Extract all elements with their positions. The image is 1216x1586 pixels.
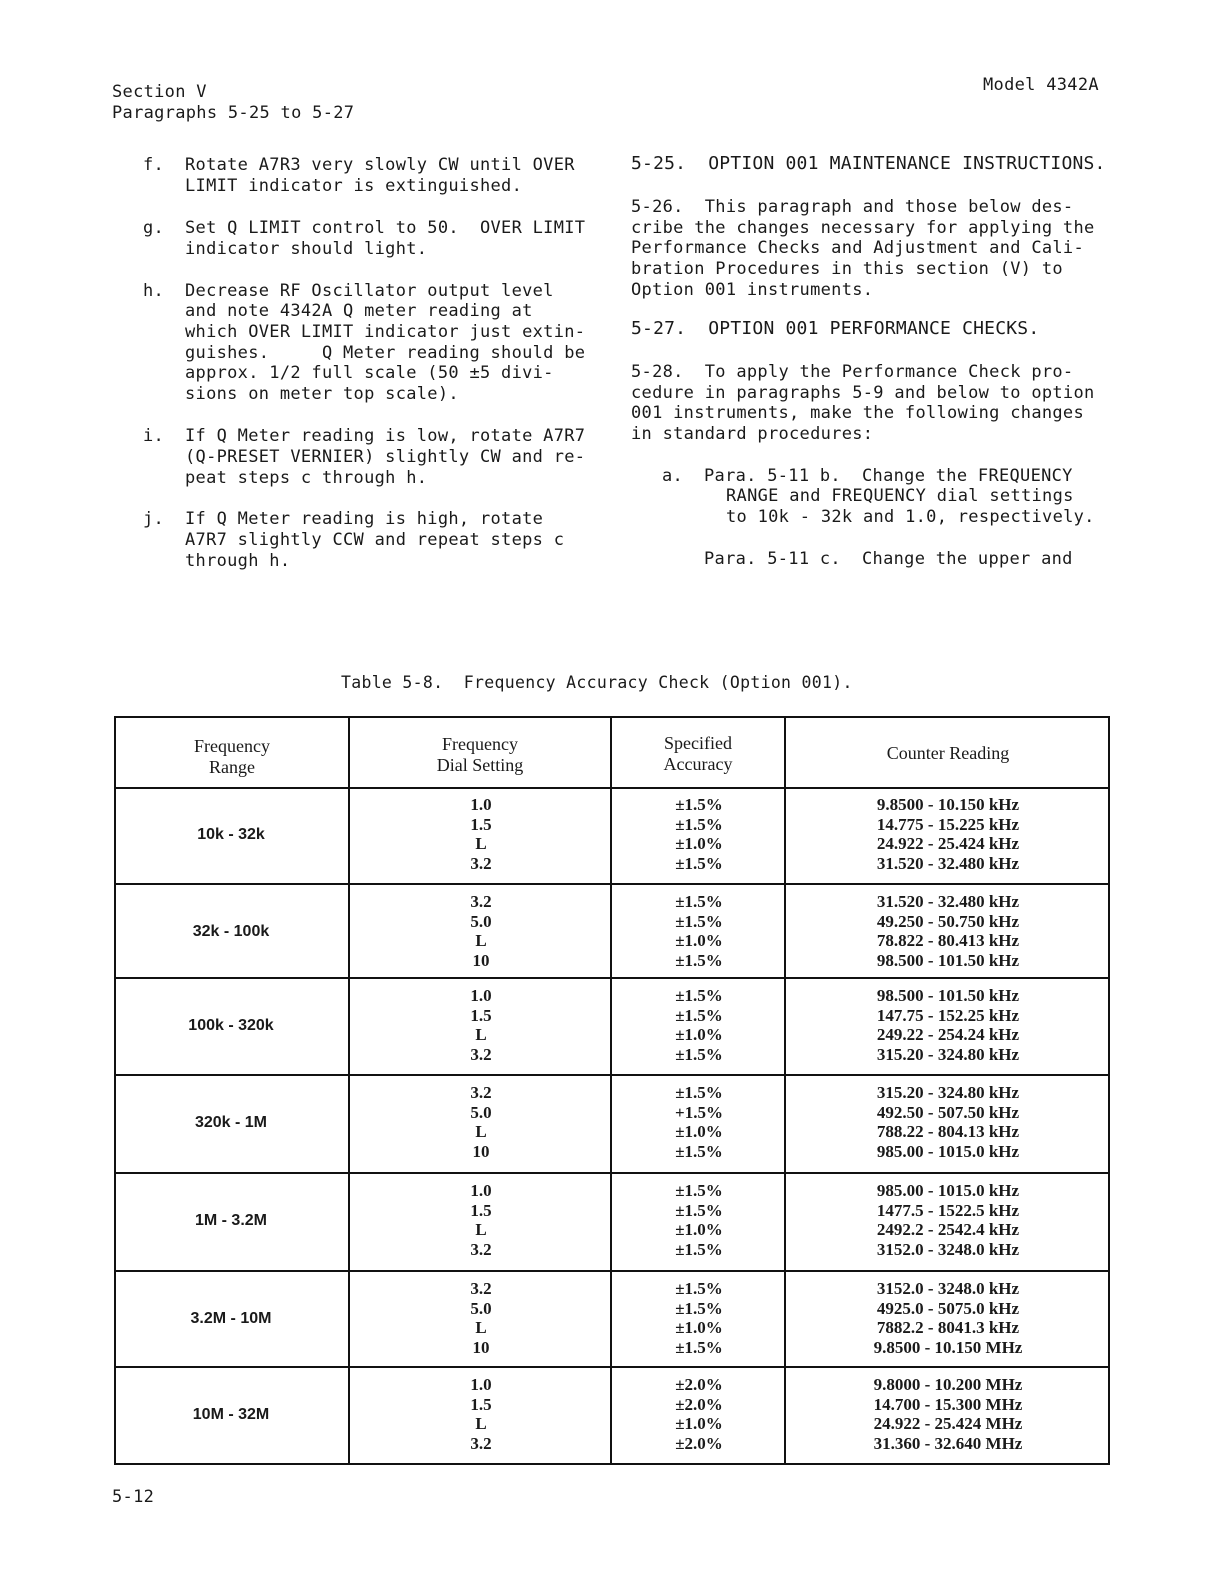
item-letter: a.: [662, 466, 684, 486]
counter-cell: 315.20 - 324.80 kHz: [876, 1045, 1020, 1065]
counter-cell: 9.8000 - 10.200 MHz: [873, 1375, 1023, 1394]
dial-cell: L: [475, 1122, 487, 1142]
dial-cell: 5.0: [470, 911, 492, 931]
range-cell: 100k - 320k: [188, 1017, 274, 1034]
item-line: to 10k - 32k and 1.0, respectively.: [726, 507, 1095, 527]
counter-cell-group: [786, 1181, 1110, 1260]
paragraph-line: 5-26. This paragraph and those below des-: [631, 197, 1074, 217]
accuracy-cell: ±2.0%: [675, 1434, 723, 1454]
dial-cell: 3.2: [470, 1083, 492, 1102]
accuracy-cell: ±1.5%: [675, 1142, 723, 1162]
dial-cell: 3.2: [470, 892, 492, 911]
accuracy-cell: ±1.5%: [675, 911, 723, 931]
paragraph-line: in standard procedures:: [631, 424, 874, 444]
dial-cell: 10: [472, 1142, 490, 1162]
accuracy-cell: ±2.0%: [675, 1375, 723, 1394]
header-specified-accuracy: Specified Accuracy: [663, 733, 733, 774]
accuracy-cell-group: [614, 1279, 784, 1358]
frequency-accuracy-table: [114, 716, 1110, 1465]
counter-cell: 31.520 - 32.480 kHz: [876, 854, 1020, 874]
accuracy-cell: ±1.5%: [675, 1240, 723, 1260]
header-frequency-range: Frequency Range: [194, 736, 270, 777]
section-heading-5-27: 5-27. OPTION 001 PERFORMANCE CHECKS.: [631, 318, 1040, 339]
row-divider: [116, 787, 1108, 789]
step-letter: f.: [143, 155, 165, 175]
accuracy-cell: ±1.5%: [675, 1045, 723, 1065]
counter-cell: 9.8500 - 10.150 kHz: [876, 795, 1020, 814]
counter-cell: 4925.0 - 5075.0 kHz: [876, 1298, 1020, 1318]
accuracy-cell: ±1.0%: [675, 1025, 723, 1045]
accuracy-cell: ±1.5%: [675, 1005, 723, 1025]
dial-cell-group: [352, 892, 610, 971]
step-line: approx. 1/2 full scale (50 ±5 divi-: [185, 363, 554, 383]
dial-cell: 10: [472, 1338, 490, 1358]
range-cell: 10k - 32k: [197, 826, 265, 843]
step-letter: g.: [143, 218, 165, 238]
accuracy-cell: ±1.0%: [675, 1414, 723, 1434]
dial-cell: 5.0: [470, 1298, 492, 1318]
counter-cell: 3152.0 - 3248.0 kHz: [876, 1279, 1020, 1298]
header-dial-setting: Frequency Dial Setting: [436, 734, 524, 775]
accuracy-cell: ±1.5%: [675, 1200, 723, 1220]
item-line: Para. 5-11 c. Change the upper and: [704, 549, 1073, 569]
range-cell: 32k - 100k: [192, 923, 270, 940]
counter-cell: 7882.2 - 8041.3 kHz: [876, 1318, 1020, 1338]
dial-cell-group: [352, 1083, 610, 1162]
counter-cell: 78.822 - 80.413 kHz: [876, 931, 1020, 951]
dial-cell: L: [475, 1220, 487, 1240]
counter-cell: 3152.0 - 3248.0 kHz: [876, 1240, 1020, 1260]
range-cell: 320k - 1M: [194, 1114, 268, 1131]
accuracy-cell: ±1.5%: [675, 795, 723, 814]
step-line: guishes. Q Meter reading should be: [185, 343, 586, 363]
accuracy-cell: ±1.5%: [675, 1279, 723, 1298]
range-cell: 1M - 3.2M: [194, 1212, 267, 1229]
dial-cell: 1.5: [470, 814, 492, 834]
step-line: Decrease RF Oscillator output level: [185, 281, 554, 301]
row-divider: [116, 1270, 1108, 1272]
step-line: indicator should light.: [185, 239, 428, 259]
accuracy-cell: ±1.0%: [675, 1122, 723, 1142]
item-line: RANGE and FREQUENCY dial settings: [726, 486, 1074, 506]
counter-cell: 14.775 - 15.225 kHz: [876, 814, 1020, 834]
accuracy-cell: ±1.0%: [675, 931, 723, 951]
counter-cell: 788.22 - 804.13 kHz: [876, 1122, 1020, 1142]
counter-cell: 1477.5 - 1522.5 kHz: [876, 1200, 1020, 1220]
accuracy-cell: ±1.5%: [675, 814, 723, 834]
dial-cell: 1.0: [470, 1375, 492, 1394]
accuracy-cell-group: [614, 1375, 784, 1454]
accuracy-cell-group: [614, 892, 784, 971]
step-line: and note 4342A Q meter reading at: [185, 301, 533, 321]
step-line: through h.: [185, 551, 291, 571]
counter-cell: 98.500 - 101.50 kHz: [876, 986, 1020, 1005]
section-label: Section V: [112, 82, 207, 102]
header-counter-reading: Counter Reading: [886, 743, 1010, 763]
step-line: Rotate A7R3 very slowly CW until OVER: [185, 155, 575, 175]
dial-cell-group: [352, 795, 610, 874]
counter-cell: 985.00 - 1015.0 kHz: [876, 1181, 1020, 1200]
step-letter: j.: [143, 509, 165, 529]
dial-cell: 3.2: [470, 1434, 492, 1454]
step-line: (Q-PRESET VERNIER) slightly CW and re-: [185, 447, 586, 467]
accuracy-cell: ±1.5%: [675, 1298, 723, 1318]
counter-cell: 49.250 - 50.750 kHz: [876, 911, 1020, 931]
dial-cell: L: [475, 834, 487, 854]
paragraph-line: 001 instruments, make the following changes: [631, 403, 1084, 423]
counter-cell: 2492.2 - 2542.4 kHz: [876, 1220, 1020, 1240]
dial-cell: L: [475, 1414, 487, 1434]
dial-cell: 1.0: [470, 1181, 492, 1200]
column-divider: [348, 718, 350, 1463]
accuracy-cell: ±1.5%: [675, 986, 723, 1005]
step-letter: h.: [143, 281, 165, 301]
paragraph-line: 5-28. To apply the Performance Check pro-: [631, 362, 1074, 382]
counter-cell-group: [786, 986, 1110, 1065]
counter-cell: 14.700 - 15.300 MHz: [873, 1394, 1023, 1414]
model-label: Model 4342A: [983, 75, 1099, 95]
accuracy-cell-group: [614, 986, 784, 1065]
counter-cell: 147.75 - 152.25 kHz: [876, 1005, 1020, 1025]
step-line: A7R7 slightly CCW and repeat steps c: [185, 530, 565, 550]
paragraph-line: cribe the changes necessary for applying the: [631, 218, 1095, 238]
paragraph-line: Option 001 instruments.: [631, 280, 874, 300]
dial-cell: 3.2: [470, 1045, 492, 1065]
dial-cell-group: [352, 1375, 610, 1454]
row-divider: [116, 1074, 1108, 1076]
accuracy-cell: ±1.5%: [675, 1338, 723, 1358]
row-divider: [116, 1366, 1108, 1368]
counter-cell-group: [786, 795, 1110, 874]
dial-cell-group: [352, 1181, 610, 1260]
row-divider: [116, 1172, 1108, 1174]
dial-cell: 10: [472, 951, 490, 971]
table-caption: Table 5-8. Frequency Accuracy Check (Option 001).: [341, 673, 853, 692]
accuracy-cell-group: [614, 795, 784, 874]
counter-cell-group: [786, 1279, 1110, 1358]
accuracy-cell: ±1.0%: [675, 834, 723, 854]
accuracy-cell: ±1.5%: [675, 1083, 723, 1102]
step-line: sions on meter top scale).: [185, 384, 459, 404]
accuracy-cell: ±1.5%: [675, 854, 723, 874]
counter-cell: 249.22 - 254.24 kHz: [876, 1025, 1020, 1045]
accuracy-cell-group: [614, 1083, 784, 1162]
counter-cell: 9.8500 - 10.150 MHz: [873, 1338, 1023, 1358]
range-cell: 3.2M - 10M: [190, 1310, 272, 1327]
page-number: 5-12: [112, 1487, 155, 1507]
counter-cell: 985.00 - 1015.0 kHz: [876, 1142, 1020, 1162]
counter-cell: 24.922 - 25.424 MHz: [873, 1414, 1023, 1434]
row-divider: [116, 883, 1108, 885]
counter-cell: 492.50 - 507.50 kHz: [876, 1102, 1020, 1122]
item-line: Para. 5-11 b. Change the FREQUENCY: [704, 466, 1073, 486]
accuracy-cell: ±1.5%: [675, 892, 723, 911]
counter-cell: 315.20 - 324.80 kHz: [876, 1083, 1020, 1102]
accuracy-cell: ±1.0%: [675, 1220, 723, 1240]
dial-cell: 1.0: [470, 795, 492, 814]
dial-cell: 5.0: [470, 1102, 492, 1122]
dial-cell: 1.5: [470, 1200, 492, 1220]
dial-cell: 3.2: [470, 1279, 492, 1298]
step-line: If Q Meter reading is low, rotate A7R7: [185, 426, 586, 446]
dial-cell: 1.0: [470, 986, 492, 1005]
dial-cell-group: [352, 986, 610, 1065]
paragraphs-label: Paragraphs 5-25 to 5-27: [112, 103, 355, 123]
row-divider: [116, 977, 1108, 979]
step-line: Set Q LIMIT control to 50. OVER LIMIT: [185, 218, 586, 238]
range-cell: 10M - 32M: [192, 1406, 270, 1423]
section-heading-5-25: 5-25. OPTION 001 MAINTENANCE INSTRUCTIONS.: [631, 153, 1106, 174]
step-line: peat steps c through h.: [185, 468, 428, 488]
dial-cell: 1.5: [470, 1005, 492, 1025]
counter-cell-group: [786, 1375, 1110, 1454]
counter-cell-group: [786, 1083, 1110, 1162]
accuracy-cell: ±1.5%: [675, 951, 723, 971]
counter-cell: 98.500 - 101.50 kHz: [876, 951, 1020, 971]
dial-cell: 3.2: [470, 854, 492, 874]
step-line: which OVER LIMIT indicator just extin-: [185, 322, 586, 342]
dial-cell-group: [352, 1279, 610, 1358]
dial-cell: 1.5: [470, 1394, 492, 1414]
dial-cell: L: [475, 1025, 487, 1045]
paragraph-line: Performance Checks and Adjustment and Cali-: [631, 238, 1084, 258]
counter-cell-group: [786, 892, 1110, 971]
dial-cell: L: [475, 931, 487, 951]
step-line: If Q Meter reading is high, rotate: [185, 509, 544, 529]
counter-cell: 31.360 - 32.640 MHz: [873, 1434, 1023, 1454]
step-line: LIMIT indicator is extinguished.: [185, 176, 523, 196]
accuracy-cell: +1.5%: [675, 1102, 723, 1122]
dial-cell: 3.2: [470, 1240, 492, 1260]
paragraph-line: cedure in paragraphs 5-9 and below to option: [631, 383, 1095, 403]
step-letter: i.: [143, 426, 165, 446]
dial-cell: L: [475, 1318, 487, 1338]
counter-cell: 24.922 - 25.424 kHz: [876, 834, 1020, 854]
counter-cell: 31.520 - 32.480 kHz: [876, 892, 1020, 911]
accuracy-cell: ±2.0%: [675, 1394, 723, 1414]
paragraph-line: bration Procedures in this section (V) to: [631, 259, 1063, 279]
column-divider: [610, 718, 612, 1463]
accuracy-cell: ±1.5%: [675, 1181, 723, 1200]
accuracy-cell-group: [614, 1181, 784, 1260]
accuracy-cell: ±1.0%: [675, 1318, 723, 1338]
